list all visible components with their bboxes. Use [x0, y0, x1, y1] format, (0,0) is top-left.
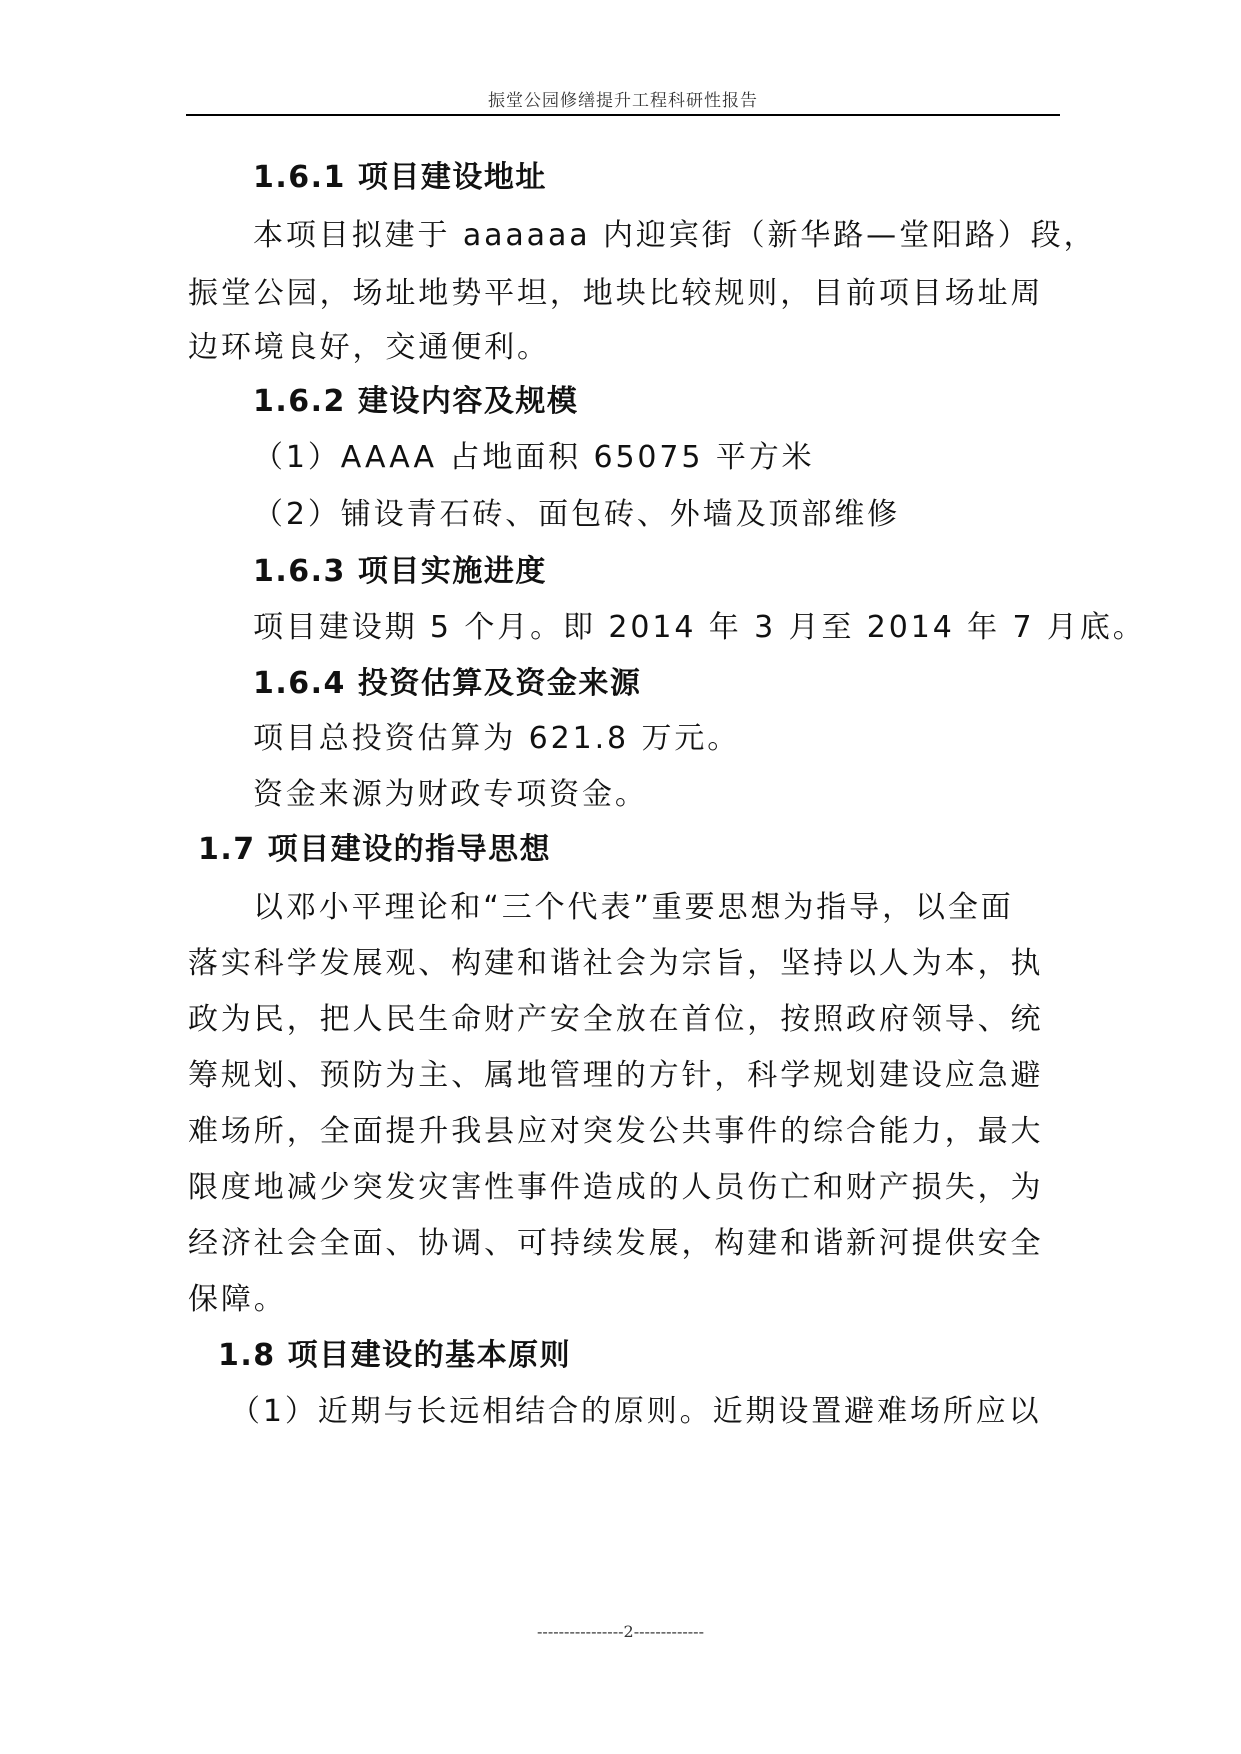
paragraph-line: 落实科学发展观、构建和谐社会为宗旨，坚持以人为本，执 — [188, 946, 1044, 981]
paragraph-line: （1）近期与长远相结合的原则。近期设置避难场所应以 — [230, 1394, 1042, 1429]
list-item: （2）铺设青石砖、面包砖、外墙及顶部维修 — [253, 497, 901, 532]
paragraph-line: 以邓小平理论和“三个代表”重要思想为指导，以全面 — [253, 890, 1014, 925]
heading-1-6-2: 1.6.2 建设内容及规模 — [253, 384, 579, 419]
heading-1-6-4: 1.6.4 投资估算及资金来源 — [253, 666, 642, 701]
heading-1-6-3: 1.6.3 项目实施进度 — [253, 554, 547, 589]
paragraph-line: 项目总投资估算为 621.8 万元。 — [253, 721, 741, 756]
paragraph-line: 经济社会全面、协调、可持续发展，构建和谐新河提供安全 — [188, 1226, 1044, 1261]
running-header: 振堂公园修缮提升工程科研性报告 — [488, 91, 758, 111]
paragraph-line: 难场所，全面提升我县应对突发公共事件的综合能力，最大 — [188, 1114, 1044, 1149]
paragraph-line: 限度地减少突发灾害性事件造成的人员伤亡和财产损失，为 — [188, 1170, 1044, 1205]
paragraph-line: 本项目拟建于 aaaaaa 内迎宾街（新华路—堂阳路）段， — [253, 218, 1097, 253]
paragraph-line: 项目建设期 5 个月。即 2014 年 3 月至 2014 年 7 月底。 — [253, 610, 1146, 645]
heading-1-7: 1.7 项目建设的指导思想 — [198, 832, 552, 867]
heading-1-8: 1.8 项目建设的基本原则 — [218, 1338, 572, 1373]
paragraph-line: 边环境良好，交通便利。 — [188, 330, 550, 365]
page-number: ----------------2------------- — [537, 1622, 704, 1641]
list-item: （1）AAAA 占地面积 65075 平方米 — [253, 440, 815, 475]
header-divider — [186, 114, 1060, 116]
heading-1-6-1: 1.6.1 项目建设地址 — [253, 160, 547, 195]
paragraph-line: 振堂公园，场址地势平坦，地块比较规则，目前项目场址周 — [188, 276, 1044, 311]
paragraph-line: 政为民，把人民生命财产安全放在首位，按照政府领导、统 — [188, 1002, 1044, 1037]
paragraph-line: 资金来源为财政专项资金。 — [253, 777, 648, 812]
paragraph-line: 保障。 — [188, 1282, 287, 1317]
paragraph-line: 筹规划、预防为主、属地管理的方针，科学规划建设应急避 — [188, 1058, 1044, 1093]
